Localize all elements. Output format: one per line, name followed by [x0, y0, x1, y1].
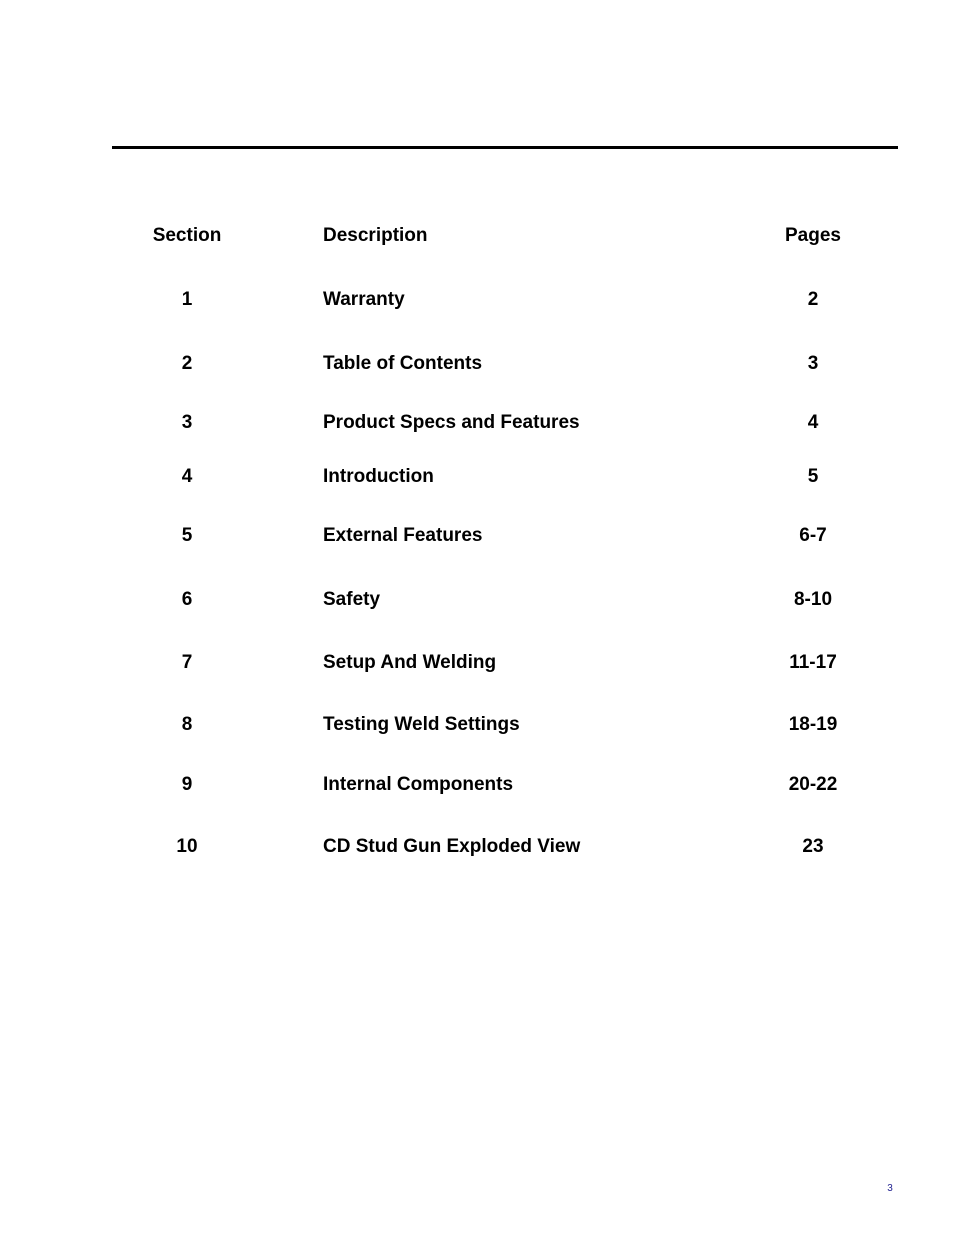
toc-row-description: Warranty: [323, 289, 405, 310]
toc-row-description: External Features: [323, 525, 483, 546]
toc-row-section: 7: [181, 652, 193, 673]
toc-row-description: Table of Contents: [323, 353, 483, 374]
toc-row-section: 10: [176, 836, 198, 857]
toc-row-section: 3: [181, 412, 193, 433]
toc-row-description: Internal Components: [323, 774, 514, 795]
toc-row-description: Product Specs and Features: [323, 412, 580, 433]
toc-row-section: 6: [181, 589, 193, 610]
toc-row-section: 9: [181, 774, 193, 795]
toc-row-pages: 5: [807, 466, 819, 487]
column-header-description: Description: [323, 225, 428, 246]
header-divider-rule: [112, 146, 898, 149]
toc-row-pages: 2: [807, 289, 819, 310]
toc-row-section: 5: [181, 525, 193, 546]
toc-row-section: 1: [181, 289, 193, 310]
toc-row-pages: 23: [802, 836, 824, 857]
toc-row-description: CD Stud Gun Exploded View: [323, 836, 581, 857]
toc-row-pages: 6-7: [799, 525, 827, 546]
page-number: 3: [887, 1183, 893, 1194]
toc-row-description: Setup And Welding: [323, 652, 497, 673]
toc-row-pages: 20-22: [788, 774, 838, 795]
column-header-pages: Pages: [785, 225, 841, 246]
toc-row-pages: 18-19: [788, 714, 838, 735]
toc-row-description: Introduction: [323, 466, 434, 487]
toc-row-description: Testing Weld Settings: [323, 714, 520, 735]
toc-row-description: Safety: [323, 589, 381, 610]
toc-row-section: 2: [181, 353, 193, 374]
toc-row-pages: 8-10: [793, 589, 833, 610]
toc-row-pages: 4: [807, 412, 819, 433]
column-header-section: Section: [152, 225, 222, 246]
toc-row-pages: 11-17: [789, 652, 837, 673]
toc-row-pages: 3: [807, 353, 819, 374]
toc-row-section: 8: [181, 714, 193, 735]
toc-row-section: 4: [181, 466, 193, 487]
